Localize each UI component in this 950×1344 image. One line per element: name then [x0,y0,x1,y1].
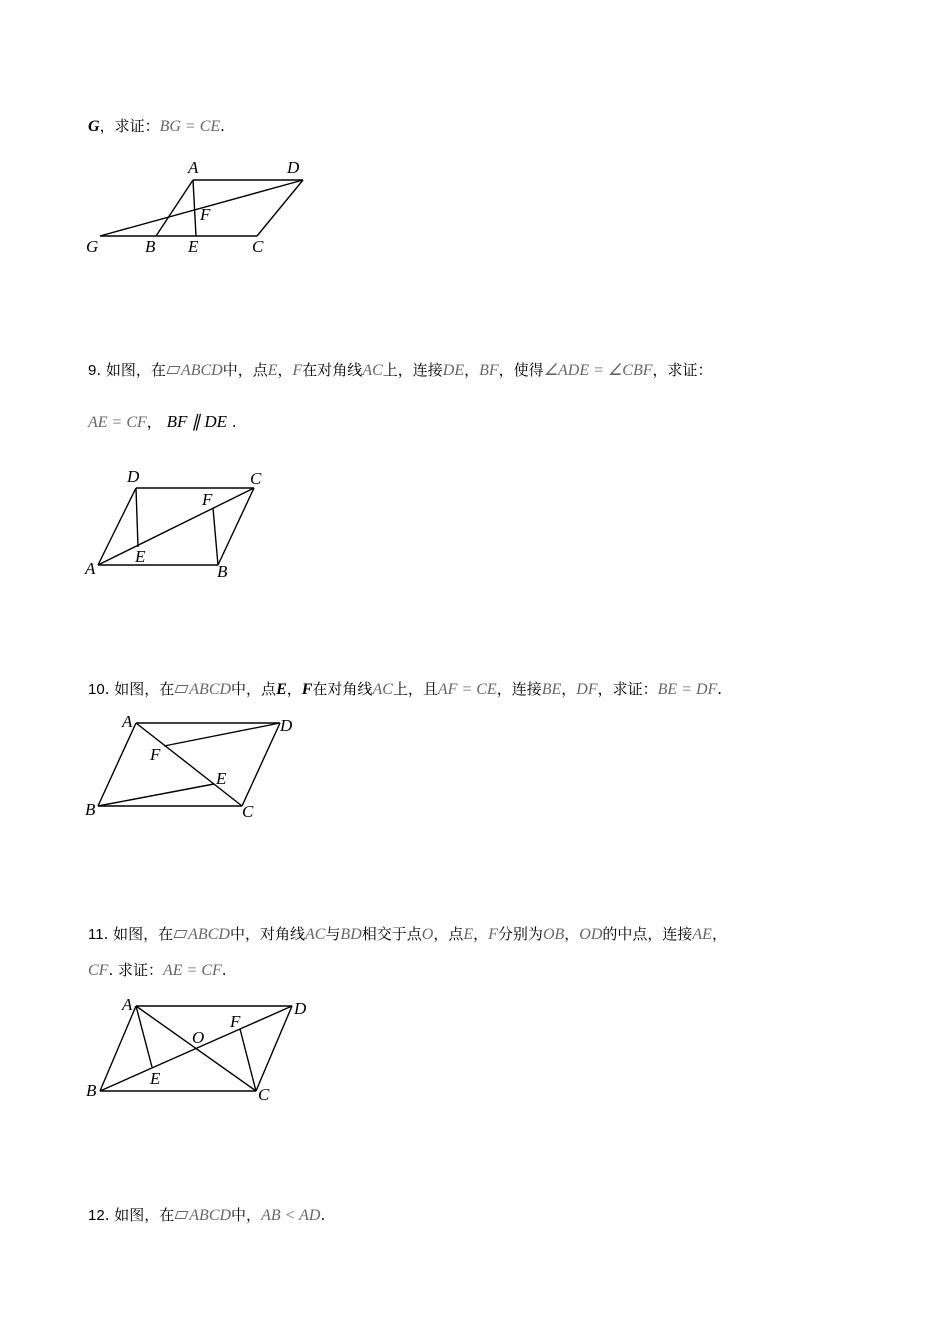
fig9-label-e: E [135,547,146,566]
parallelogram-icon [175,1211,189,1219]
point-g-label: G [88,118,100,135]
fig11-label-b: B [86,1081,97,1100]
fig10-label-a: A [122,712,133,731]
item-10-statement: 10. 如图，在 ABCD中，点E，F在对角线AC上，且AF = CE，连接BE，DF，求证：BE = DF. [88,680,723,698]
parallelogram-icon [175,685,189,693]
fig10-label-d: D [280,716,293,735]
item-8-conclusion: G，求证：BG = CE. [88,117,225,135]
item-9-statement: 9. 如图，在 ABCD中，点E，F在对角线AC上，连接DE，BF，使得∠ADE = ∠CBF，求证： [88,361,713,379]
fig11-label-e: E [150,1069,161,1088]
fig8-label-g: G [86,237,99,256]
fig8-label-d: D [287,158,300,177]
fig8-label-e: E [188,237,199,256]
item-11-statement: 11. 如图，在 ABCD中，对角线AC与BD相交于点O，点E，F分别为OB，OD的中点，连接AE， [88,925,727,943]
fig10-label-e: E [216,769,227,788]
item-12-number: 12 [88,1207,105,1224]
parallelogram-icon [174,930,188,938]
item-11-number: 11 [88,926,104,943]
fig10-label-f: F [150,745,161,764]
fig9-label-f: F [202,490,213,509]
fig10-label-c: C [242,802,254,821]
fig8-label-a: A [188,158,199,177]
item-10-number: 10 [88,681,105,698]
fig8-label-f: F [200,205,211,224]
parallelogram-icon [166,366,180,374]
fig9-label-a: A [85,559,96,578]
fig8-label-b: B [145,237,156,256]
fig8-label-c: C [252,237,264,256]
fig11-label-o: O [192,1028,205,1047]
figure-item-9 [80,465,280,585]
item-9-conclusion: AE = CF， BF ∥ DE . [88,412,237,431]
fig9-label-b: B [217,562,228,581]
figure-item-10 [80,708,320,823]
fig11-label-c: C [258,1085,270,1104]
item-12-statement: 12. 如图，在 ABCD中，AB < AD. [88,1206,326,1224]
fig9-label-d: D [127,467,140,486]
item-11-conclusion: CF. 求证：AE = CF. [88,961,227,979]
fig11-label-a: A [122,995,133,1014]
figure-item-8 [80,155,320,260]
fig11-label-d: D [294,999,307,1018]
item-9-number: 9 [88,362,97,379]
fig10-label-b: B [85,800,96,819]
fig11-label-f: F [230,1012,241,1031]
figure-item-11 [80,990,330,1105]
fig9-label-c: C [250,469,262,488]
